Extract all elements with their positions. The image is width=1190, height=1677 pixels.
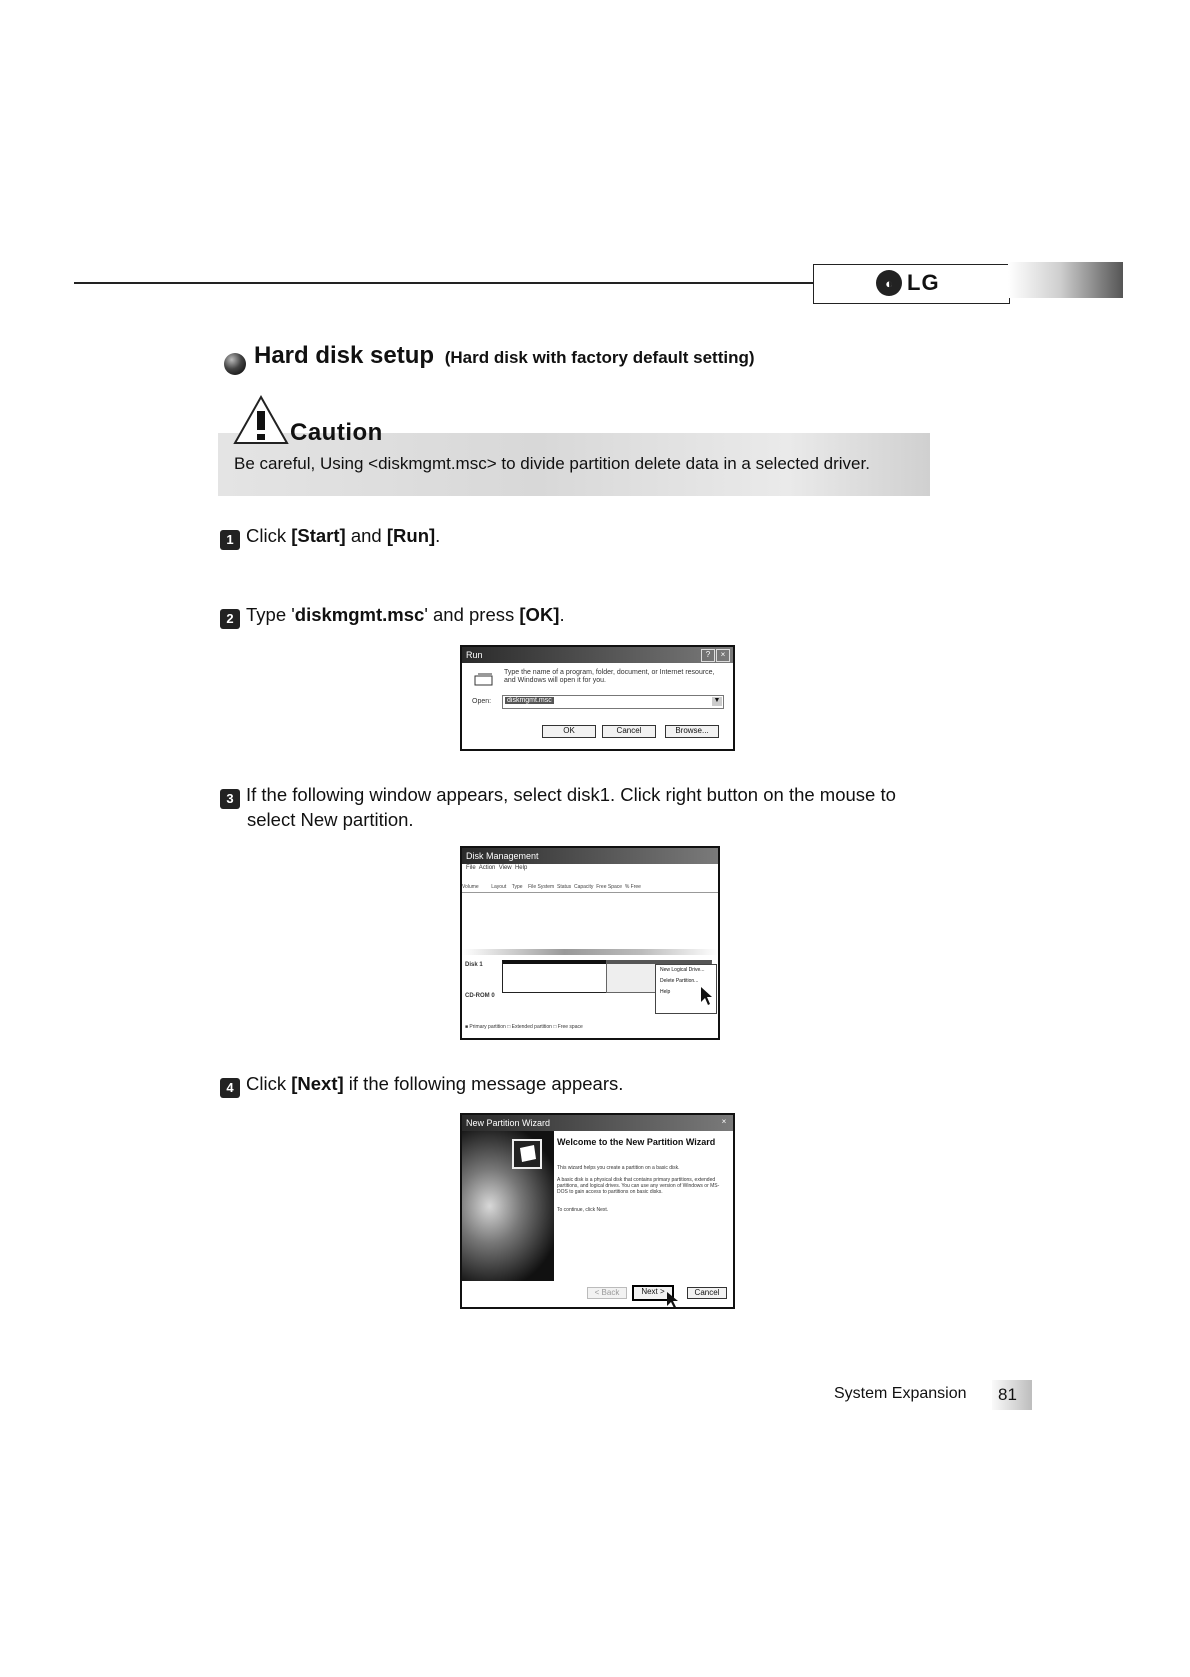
column-header: Volume — [462, 884, 479, 890]
step-text: ' and press — [424, 604, 520, 625]
menu-help[interactable]: Help — [514, 865, 528, 871]
open-input[interactable] — [502, 695, 724, 709]
horizontal-scrollbar[interactable] — [462, 949, 718, 955]
wizard-heading: Welcome to the New Partition Wizard — [557, 1137, 716, 1147]
wizard-description: A basic disk is a physical disk that contains primary partitions, extended partitions, and logical drives. You can use any version of Windows or MS-DOS to gain access to partitions on basic disks. — [557, 1177, 720, 1195]
ok-button[interactable]: OK — [542, 725, 596, 738]
column-header: Status — [557, 884, 572, 890]
chevron-down-icon[interactable]: ▼ — [713, 697, 721, 704]
step-text: and — [345, 525, 387, 546]
open-input-value: diskmgmt.msc — [507, 697, 552, 704]
menu-file[interactable]: File — [466, 865, 476, 871]
step-keyword: [OK] — [519, 604, 560, 625]
caution-title: Caution — [290, 419, 383, 446]
next-button[interactable]: Next > — [632, 1285, 674, 1301]
column-header: Capacity — [573, 884, 594, 890]
cancel-button[interactable]: Cancel — [602, 725, 656, 738]
step-keyword: [Next] — [291, 1073, 344, 1094]
step-text: Click — [246, 1073, 292, 1094]
disk-wizard-icon — [512, 1139, 542, 1169]
run-dialog-titlebar — [462, 647, 733, 663]
context-menu-item[interactable]: Delete Partition... — [660, 978, 699, 984]
volume-list-header — [462, 884, 718, 893]
header-gradient — [1008, 262, 1123, 298]
step-text: . — [435, 525, 441, 546]
section-title — [254, 342, 755, 370]
disk-management-screenshot — [460, 846, 720, 1040]
legend-item: Free space — [557, 1024, 583, 1030]
cd-rom-label: CD-ROM 0 — [465, 993, 495, 999]
disk-mgmt-title: Disk Management — [466, 851, 539, 861]
wizard-instruction: To continue, click Next. — [557, 1207, 609, 1213]
column-header: Layout — [491, 884, 507, 890]
step-number: 2 — [220, 609, 240, 629]
close-icon: × — [716, 649, 730, 662]
step-1 — [220, 525, 440, 550]
brand-name: LG — [907, 270, 940, 295]
step-3 — [220, 784, 896, 809]
disk-1-label: Disk 1 — [465, 962, 483, 968]
menu-action[interactable]: Action — [478, 865, 496, 871]
step-keyword: diskmgmt.msc — [294, 604, 425, 625]
caution-text: Be careful, Using <diskmgmt.msc> to divide partition delete data in a selected driver. — [234, 454, 870, 473]
warning-icon — [232, 394, 290, 446]
column-header: Type — [511, 884, 523, 890]
brand-box — [813, 264, 1010, 304]
section-title-text: Hard disk setup — [254, 342, 435, 369]
cancel-button[interactable]: Cancel — [687, 1287, 727, 1299]
primary-partition-block[interactable] — [502, 960, 608, 993]
context-menu-item[interactable]: Help — [660, 989, 671, 995]
page-number-box — [992, 1380, 1032, 1410]
legend: ■ Primary partition □ Extended partition □ Free space — [465, 1024, 583, 1030]
run-dialog-title: Run — [466, 650, 483, 660]
partition-wizard-screenshot — [460, 1113, 735, 1309]
step-keyword: [Run] — [386, 525, 436, 546]
back-button[interactable]: < Back — [587, 1287, 627, 1299]
lg-logo-icon: ◐ — [876, 270, 902, 296]
wizard-intro: This wizard helps you create a partition on a basic disk. — [557, 1165, 680, 1171]
page-number: 81 — [998, 1385, 1017, 1404]
legend-item: Extended partition — [511, 1024, 552, 1030]
wizard-titlebar — [462, 1115, 733, 1131]
close-icon: × — [721, 1117, 727, 1126]
bullet-ball-icon — [224, 353, 246, 375]
disk-mgmt-menubar — [466, 865, 527, 871]
disk-mgmt-titlebar — [462, 848, 718, 864]
step-text: If the following window appears, select disk1. Click right button on the mouse to — [246, 784, 896, 805]
run-dialog-screenshot — [460, 645, 735, 751]
column-header: File System — [528, 884, 555, 890]
context-menu-item[interactable]: New Logical Drive... — [660, 967, 705, 973]
run-program-icon — [474, 673, 494, 687]
header-rule — [74, 282, 814, 284]
mouse-cursor-icon — [700, 986, 714, 1006]
step-text: Click — [246, 525, 292, 546]
step-number: 1 — [220, 530, 240, 550]
mouse-cursor-icon — [666, 1291, 680, 1309]
column-header: % Free — [624, 884, 641, 890]
footer-section-label: System Expansion — [834, 1385, 967, 1402]
browse-button[interactable]: Browse... — [665, 725, 719, 738]
menu-view[interactable]: View — [498, 865, 512, 871]
run-description: Type the name of a program, folder, document, or Internet resource, and Windows will open it for you. — [504, 669, 715, 684]
legend-item: Primary partition — [469, 1024, 506, 1030]
step-3-continued: select New partition. — [247, 809, 414, 830]
step-text: Type ' — [246, 604, 295, 625]
step-number: 4 — [220, 1078, 240, 1098]
step-2 — [220, 604, 565, 629]
help-icon: ? — [701, 649, 715, 662]
step-text: if the following message appears. — [343, 1073, 624, 1094]
wizard-title: New Partition Wizard — [466, 1118, 551, 1128]
step-keyword: [Start] — [291, 525, 346, 546]
open-label: Open: — [472, 698, 492, 705]
step-4 — [220, 1073, 623, 1098]
column-header: Free Space — [596, 884, 623, 890]
section-subtitle: (Hard disk with factory default setting) — [444, 348, 755, 367]
step-number: 3 — [220, 789, 240, 809]
step-text: . — [559, 604, 565, 625]
